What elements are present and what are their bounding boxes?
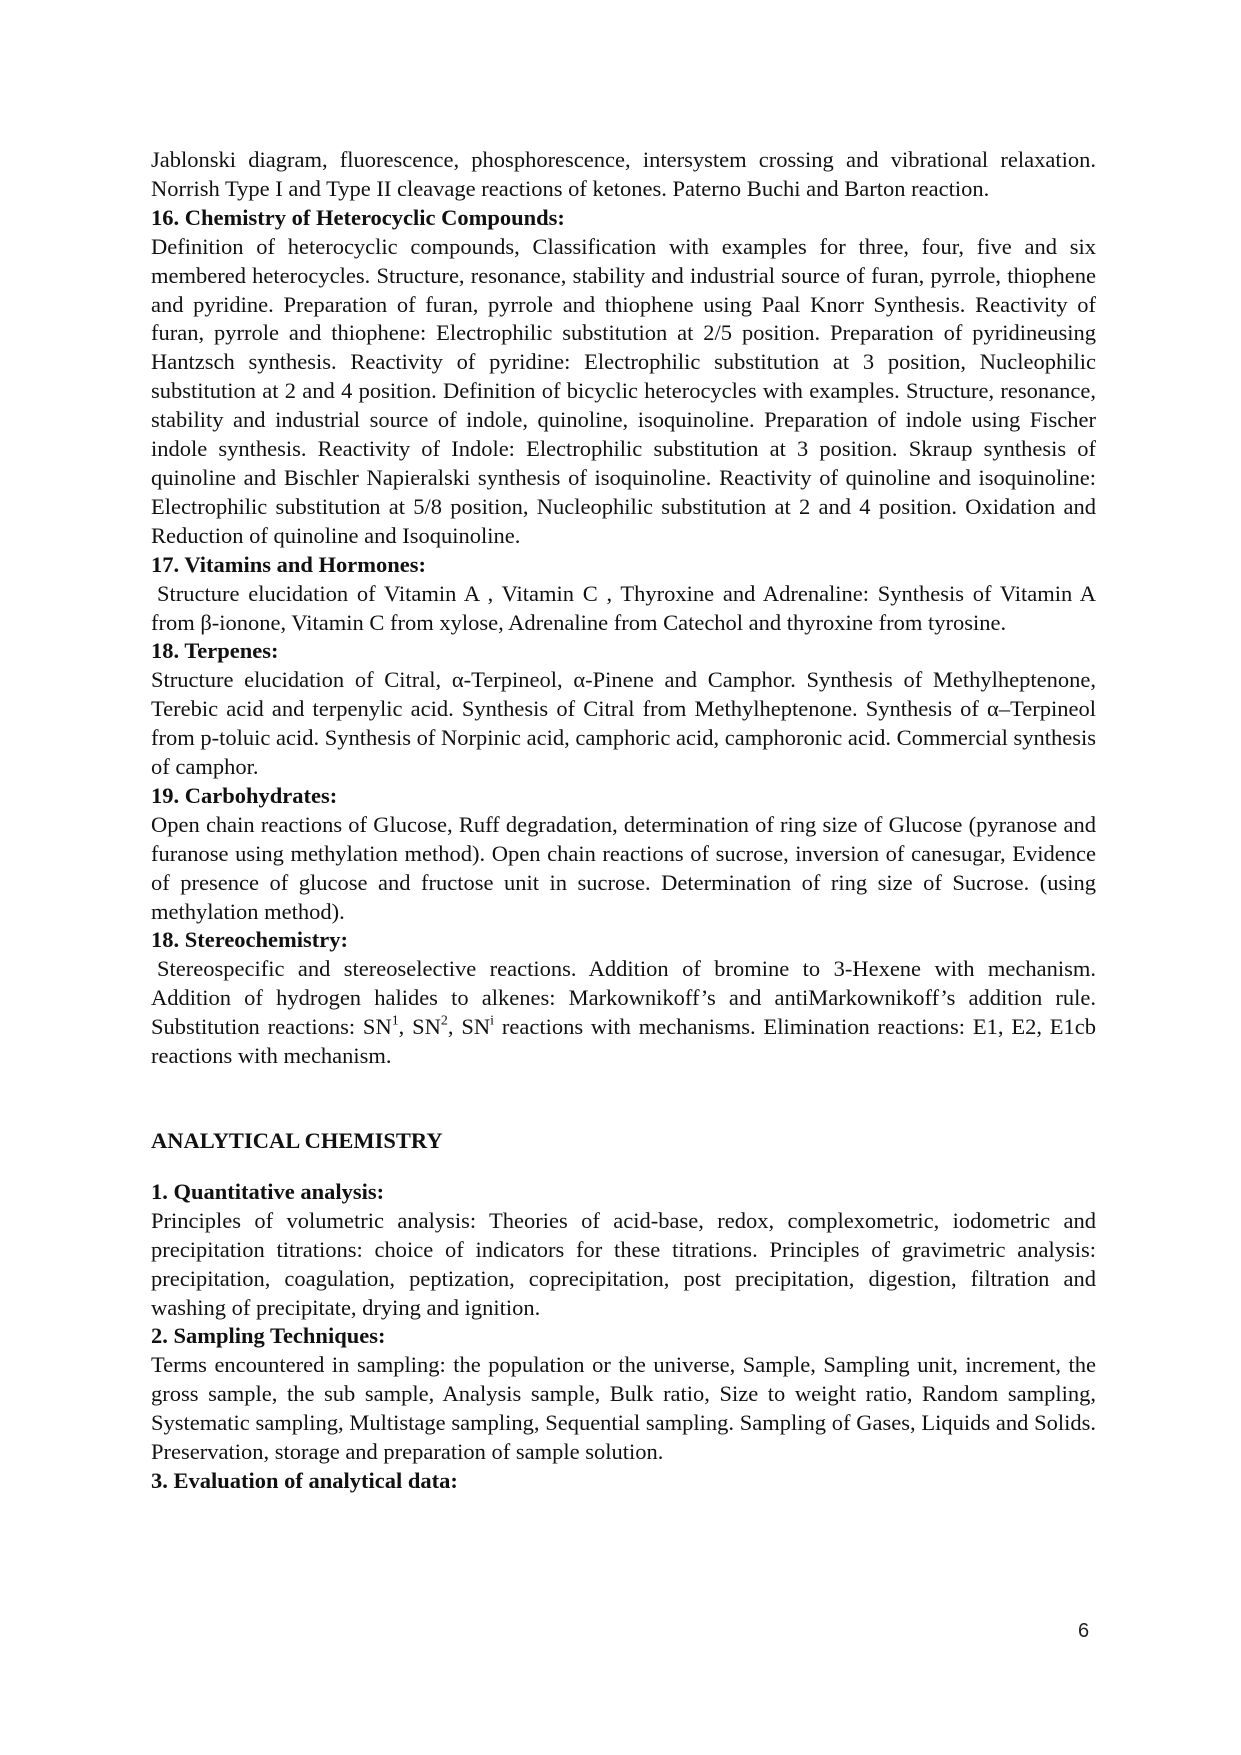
stereo-text-4: reactions with mechanisms. Elimination reactions: E1, E2, E1cb reactions with mechanism. — [151, 1014, 1097, 1069]
heading-carbohydrates: 19. Carbohydrates: — [151, 782, 338, 808]
stereo-sup-1: 1 — [391, 1013, 399, 1029]
paragraph-stereochemistry — [151, 955, 1096, 1071]
paragraph-sampling: Terms encountered in sampling: the population or the universe, Sample, Sampling unit, increment, the gross sample, the sub sample, Analysis sample, Bulk ratio, Size to weight ratio, Random sampling, Systematic sampling, Multistage sampling, Sequential sampling. Sampling of Gases, Liquids and Solids. Preservation, storage and preparation of sample solution. — [151, 1352, 1096, 1465]
heading-terpenes: 18. Terpenes: — [151, 638, 279, 664]
heading-quantitative: 1. Quantitative analysis: — [151, 1178, 385, 1204]
heading-heterocyclic: 16. Chemistry of Heterocyclic Compounds: — [151, 204, 565, 230]
document-body — [151, 146, 1096, 1496]
page-number: 6 — [1078, 1620, 1090, 1642]
heading-stereochemistry: 18. Stereochemistry: — [151, 927, 349, 953]
paragraph-carbohydrates: Open chain reactions of Glucose, Ruff degradation, determination of ring size of Glucose (pyranose and furanose using methylation method). Open chain reactions of sucrose, inversion of canesugar, Evidence of presence of glucose and fructose unit in sucrose. Determination of ring size of Sucrose. (using methylation method). — [151, 811, 1096, 924]
intro-paragraph: Jablonski diagram, fluorescence, phosphorescence, intersystem crossing and vibrational relaxation. Norrish Type I and Type II cleavage reactions of ketones. Paterno Buchi and Barton reaction. — [151, 147, 1096, 201]
paragraph-heterocyclic: Definition of heterocyclic compounds, Classification with examples for three, four, five and six membered heterocycles. Structure, resonance, stability and industrial source of furan, pyrrole, thiophene and pyridine. Preparation of furan, pyrrole and thiophene using Paal Knorr Synthesis. Reactivity of furan, pyrrole and thiophene: Electrophilic substitution at 2/5 position. Preparation of pyridineusing Hantzsch synthesis. Reactivity of pyridine: Electrophilic substitution at 3 position, Nucleophilic substitution at 2 and 4 position. Definition of bicyclic heterocycles with examples. Structure, resonance, stability and industrial source of indole, quinoline, isoquinoline. Preparation of indole using Fischer indole synthesis. Reactivity of Indole: Electrophilic substitution at 3 position. Skraup synthesis of quinoline and Bischler Napieralski synthesis of isoquinoline. Reactivity of quinoline and isoquinoline: Electrophilic substitution at 5/8 position, Nucleophilic substitution at 2 and 4 position. Oxidation and Reduction of quinoline and Isoquinoline. — [151, 233, 1096, 548]
stereo-text-2: , SN — [398, 1014, 441, 1040]
paragraph-quantitative: Principles of volumetric analysis: Theories of acid-base, redox, complexometric, iodometric and precipitation titrations: choice of indicators for these titrations. Principles of gravimetric analysis: precipitation, coagulation, peptization, coprecipitation, post precipitation, digestion, filtration and washing of precipitate, drying and ignition. — [151, 1207, 1096, 1320]
stereo-text-1: Stereospecific and stereoselective reactions. Addition of bromine to 3-Hexene with mechanism. Addition of hydrogen halides to alkenes: Markownikoff’s and antiMarkownikoff’s addition rule. Substitution reactions: SN — [151, 956, 1096, 1040]
stereo-sup-3: i — [490, 1013, 495, 1029]
paragraph-vitamins: Structure elucidation of Vitamin A , Vitamin C , Thyroxine and Adrenaline: Synthesis of Vitamin A from β-ionone, Vitamin C from xylose, Adrenaline from Catechol and thyroxine from tyrosine. — [151, 580, 1096, 635]
stereo-text-3: , SN — [447, 1014, 491, 1040]
heading-sampling: 2. Sampling Techniques: — [151, 1323, 386, 1349]
heading-evaluation: 3. Evaluation of analytical data: — [151, 1467, 458, 1493]
stereo-sup-2: 2 — [440, 1013, 448, 1029]
paragraph-terpenes: Structure elucidation of Citral, α-Terpineol, α-Pinene and Camphor. Synthesis of Methylheptenone, Terebic acid and terpenylic acid. Synthesis of Citral from Methylheptenone. Synthesis of α–Terpineol from p-toluic acid. Synthesis of Norpinic acid, camphoric acid, camphoronic acid. Commercial synthesis of camphor. — [151, 667, 1096, 780]
section-title-analytical: ANALYTICAL CHEMISTRY — [151, 1128, 443, 1153]
heading-vitamins: 17. Vitamins and Hormones: — [151, 551, 427, 577]
